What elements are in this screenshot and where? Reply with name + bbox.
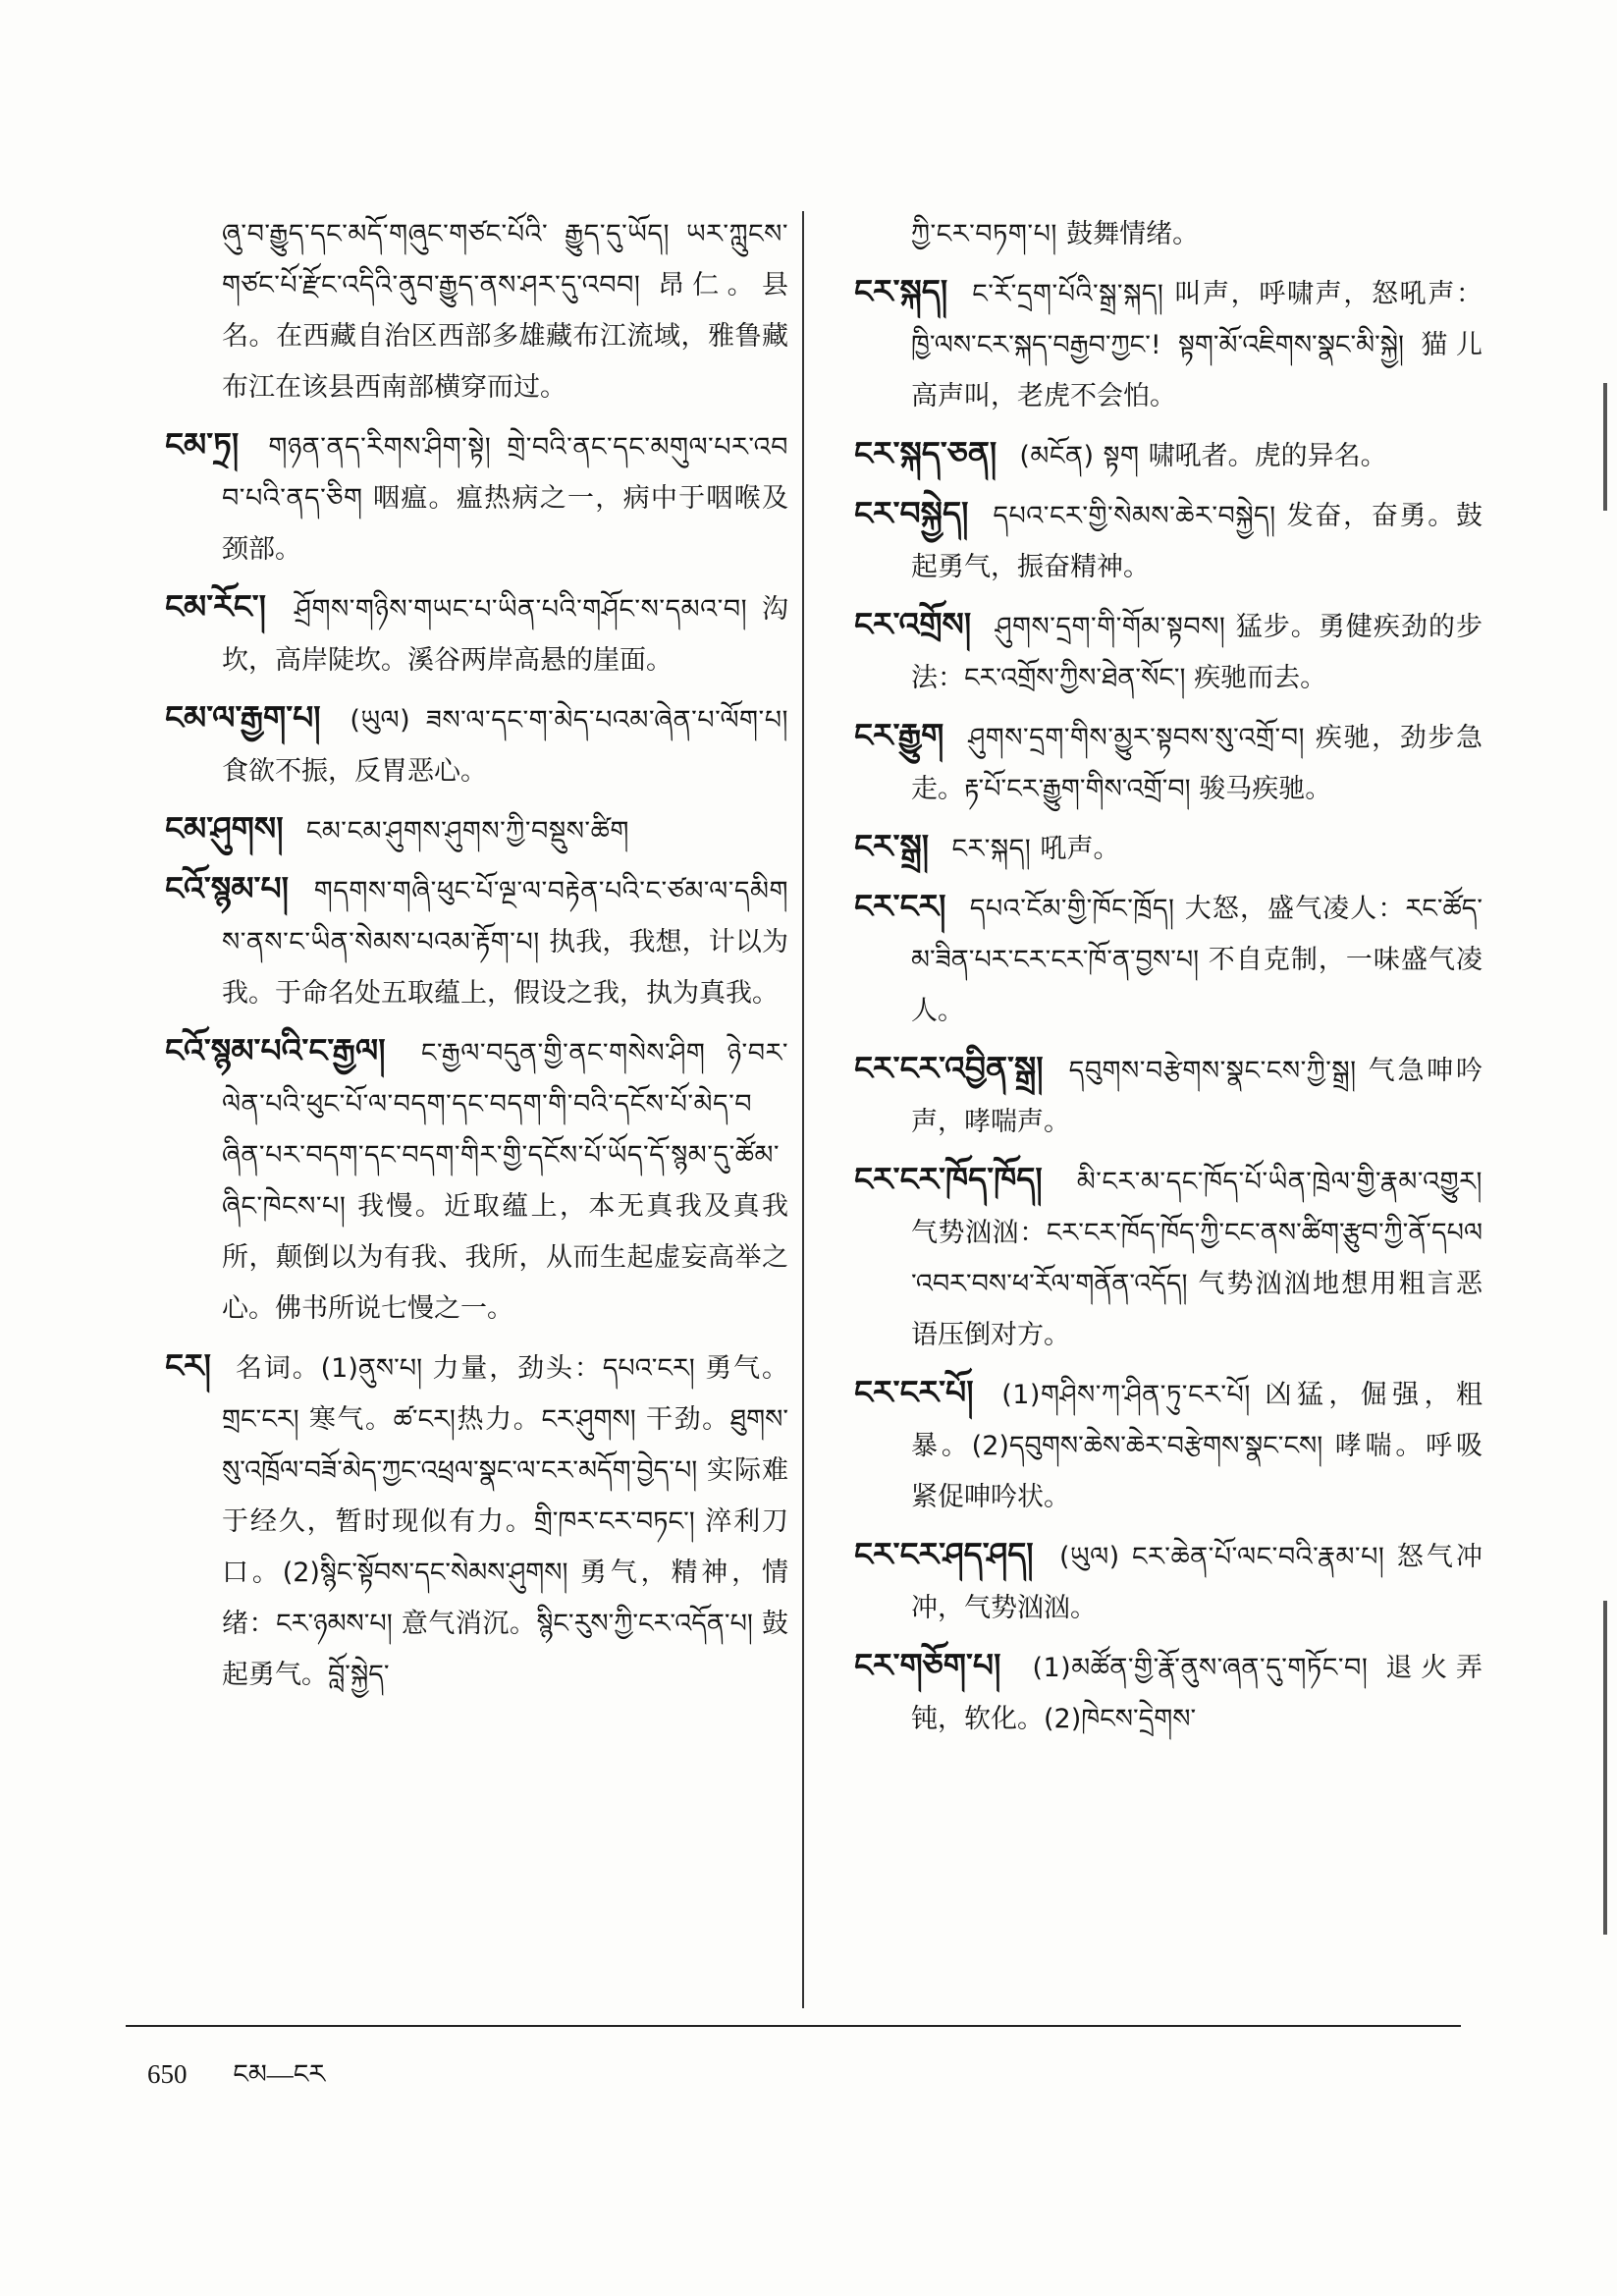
dictionary-entry xyxy=(854,489,1482,592)
entry-chinese-definition: 我慢。近取蕴上，本无真我及真我所，颠倒以为有我、我所，从而生起虚妄高举之心。佛书所说七慢之一。 xyxy=(222,1191,789,1324)
entry-chinese-definition: 叫声，呼啸声，怒吼声：ཁྱི་ལས་ངར་སྐད་བརྒྱབ་ཀྱང་! སྟག་མོ་འཇིགས་སྣང་མི་སྐྱེ། 猫儿高声叫，老虎不会怕。 xyxy=(911,279,1483,411)
entry-tibetan-definition: (ཡུལ) ཟས་ལ་དང་ག་མེད་པའམ་ཞེན་པ་ལོག་པ། xyxy=(350,705,788,736)
dictionary-entry xyxy=(854,1044,1482,1147)
entry-tibetan-definition: ང་རོ་དྲག་པོའི་སྒྲ་སྐད། xyxy=(972,279,1164,309)
entry-headword: ངམ་རོང་། xyxy=(165,587,266,626)
entry-tibetan-definition: (1)གཤིས་ཀ་ཤིན་ཏུ་ངར་པོ། xyxy=(1001,1380,1251,1410)
entry-chinese-definition: 执我，我想，计以为我。于命名处五取蕴上，假设之我，执为真我。 xyxy=(222,927,788,1009)
entry-tibetan-definition: དཔའ་ངར་གྱི་སེམས་ཆེར་བསྐྱེད། xyxy=(993,501,1276,531)
entry-chinese-definition: 鼓舞情绪。 xyxy=(1066,219,1200,249)
scan-edge-mark xyxy=(1603,383,1607,511)
entry-tibetan-definition: དཔའ་ངོམ་གྱི་ཁོང་ཁྲོད། xyxy=(969,894,1175,924)
entry-tibetan-definition: ང་རྒྱལ་བདུན་གྱི་ནང་གསེས་ཤིག ཉེ་བར་ལེན་པའི་ཕུང་པོ་ལ་བདག་དང་བདག་གི་བའི་དངོས་པོ་མེད་བཞིན་པར་བདག་དང་བདག་གིར་གྱི་དངོས་པོ་ཡོད་དོ་སྙམ་དུ་ཚོམ་ཞིང་ཁེངས་པ། xyxy=(222,1038,789,1222)
entry-tibetan-definition: གཉན་ནད་རིགས་ཤིག་སྟེ། གྲེ་བའི་ནང་དང་མགུལ་པར་འབབ་པའི་ནད་ཅིག xyxy=(222,432,788,514)
entry-tibetan-definition: དབུགས་བརྩེགས་སྣང་ངས་ཀྱི་སྒྲ། xyxy=(1068,1056,1357,1086)
entry-headword: ངར་བསྐྱེད། xyxy=(854,494,969,532)
entry-tibetan-definition: ངར་སྐད། xyxy=(951,834,1032,864)
entry-chinese-definition: 啸吼者。虎的异名。 xyxy=(1148,441,1387,471)
entry-headword: ངར་ངར་འབྱིན་སྒྲ། xyxy=(854,1049,1044,1087)
dictionary-entry xyxy=(165,1341,788,1700)
entry-chinese-definition: 名词。(1)ནུས་པ། 力量，劲头：དཔའ་ངར། 勇气。གྲང་ངར། 寒气。ཚ་ངར།热力。ངར་ཤུགས། 干劲。ཐུགས་སུ་འཁྲོལ་བཟོ་མེད་ཀྱང་འཕྲལ་སྣང་ལ་ངར་མདོག་བྱེད་པ། 实际难于经久，暂时现似有力。གྲི་ཁར་ངར་བཏང་། 淬利刀口。(2)སྙིང་སྟོབས་དང་སེམས་ཤུགས། 勇气，精神，情绪：ངར་ཉམས་པ། 意气消沉。སྙིང་རུས་ཀྱི་ངར་འདོན་པ། 鼓起勇气。བློ་སྐྱེད་ xyxy=(222,1353,788,1690)
entry-headword: ངར་ངར་ཤད་ཤད། xyxy=(854,1535,1034,1573)
entry-tibetan-definition: ཀྱི་ངར་བཏག་པ། xyxy=(911,219,1057,249)
left-column xyxy=(165,208,788,1708)
entry-headword: ངར་རྒྱུག xyxy=(854,716,944,754)
entry-tibetan-definition: མི་ངར་མ་དང་ཁོད་པོ་ཡིན་ཁྲེལ་གྱི་རྣམ་འགྱུར། xyxy=(1076,1167,1482,1197)
entry-headword: ངར་སྐད་ཅན། xyxy=(854,434,997,472)
entry-tibetan-definition: (1)མཚོན་གྱི་རྣོ་ནུས་ཞན་དུ་གཏོང་བ། xyxy=(1032,1653,1369,1683)
entry-headword: ངར། xyxy=(165,1346,211,1385)
entry-chinese-definition: 猛步。勇健疾劲的步法：ངར་འགྲོས་ཀྱིས་ཐེན་སོང་། 疾驰而去。 xyxy=(911,612,1483,693)
entry-chinese-definition: 吼声。 xyxy=(1040,834,1120,864)
dictionary-entry xyxy=(854,1368,1482,1522)
dictionary-entry xyxy=(165,420,788,574)
dictionary-entry xyxy=(854,208,1482,259)
entry-chinese-definition: 怒气冲冲，气势汹汹。 xyxy=(911,1542,1482,1623)
dictionary-entry xyxy=(854,1641,1482,1744)
dictionary-entry xyxy=(165,693,788,796)
entry-tibetan-definition: ཤུགས་དྲག་གི་གོམ་སྟབས། xyxy=(995,612,1226,642)
page-range: ངམ—ངར xyxy=(233,2059,326,2089)
entry-chinese-definition: 退火弄钝，软化。(2)ཁེངས་དྲེགས་ xyxy=(911,1653,1483,1734)
right-column xyxy=(854,208,1482,1752)
entry-chinese-definition: 发奋，奋勇。鼓起勇气，振奋精神。 xyxy=(911,501,1483,582)
dictionary-entry xyxy=(165,208,788,412)
entry-headword: ངམ་ལ་རྒྱག་པ། xyxy=(165,698,321,737)
dictionary-entry xyxy=(854,882,1482,1036)
dictionary-entry xyxy=(854,1155,1482,1360)
entry-tibetan-definition: ངམ་ངམ་ཤུགས་ཤུགས་ཀྱི་བསྡུས་ཚིག xyxy=(305,816,629,847)
entry-headword: ངར་ངར། xyxy=(854,887,946,925)
dictionary-entry xyxy=(854,267,1482,421)
entry-tibetan-definition: (མངོན) སྟག xyxy=(1019,441,1140,471)
entry-headword: ངར་འགྲོས། xyxy=(854,605,972,643)
entry-chinese-definition: 气势汹汹：ངར་ངར་ཁོད་ཁོད་ཀྱི་ངང་ནས་ཚིག་རྩུབ་ཀྱི་ནོ་དཔལ་འབར་བས་ཕ་རོལ་གནོན་འདོད། 气势汹汹地想用粗言恶语压倒对方。 xyxy=(911,1218,1482,1350)
entry-chinese-definition: 疾驰，劲步急走。རྟ་པོ་ངར་རྒྱུག་གིས་འགྲོ་བ། 骏马疾驰。 xyxy=(911,723,1483,804)
entry-headword: ངར་སྐད། xyxy=(854,272,948,310)
entry-headword: ངར་ངར་ཁོད་ཁོད། xyxy=(854,1160,1043,1198)
entry-tibetan-definition: (ཡུལ) ངར་ཆེན་པོ་ལང་བའི་རྣམ་པ། xyxy=(1058,1542,1385,1572)
footer-rule xyxy=(126,2025,1461,2027)
entry-headword: ངམ་ཤུགས། xyxy=(165,809,284,847)
entry-chinese-definition: 气急呻吟声，哮喘声。 xyxy=(911,1056,1483,1137)
scan-edge-mark xyxy=(1603,1601,1607,1935)
dictionary-entry xyxy=(854,822,1482,874)
entry-chinese-definition: 咽瘟。瘟热病之一，病中于咽喉及颈部。 xyxy=(222,483,789,565)
dictionary-entry xyxy=(165,582,788,685)
entry-tibetan-definition: གདགས་གཞི་ཕུང་པོ་ལྔ་ལ་བརྟེན་པའི་ང་ཙམ་ལ་དམིགས་ནས་ང་ཡིན་སེམས་པའམ་རྟོག་པ། xyxy=(222,876,788,957)
dictionary-entry xyxy=(165,1026,788,1334)
entry-headword: ངའོ་སྙམ་པ། xyxy=(165,869,289,907)
entry-chinese-definition: 大怒，盛气凌人：རང་ཚོད་མ་ཟིན་པར་ངར་ངར་ཁོ་ན་བྱས་པ། 不自克制，一味盛气凌人。 xyxy=(911,894,1483,1026)
entry-chinese-definition: 昂仁。县名。在西藏自治区西部多雄藏布江流域，雅鲁藏布江在该县西南部横穿而过。 xyxy=(222,270,789,403)
entry-headword: ངར་གཅོག་པ། xyxy=(854,1646,1001,1684)
entry-chinese-definition: 沟坎，高岸陡坎。溪谷两岸高悬的崖面。 xyxy=(222,594,788,676)
entry-headword: ངམ་ཏྲ། xyxy=(165,425,240,464)
dictionary-entry xyxy=(854,600,1482,703)
entry-chinese-definition: 凶猛，倔强，粗暴。(2)དབུགས་ཆེས་ཆེར་བརྩེགས་སྣང་ངས། 哮喘。呼吸紧促呻吟状。 xyxy=(911,1380,1483,1512)
entry-tibetan-definition: ཞུ་བ་རྒྱུད་དང་མདོ་གཞུང་གཙང་པོའི་ རྒྱུད་དུ་ཡོད། ཡར་ཀླུངས་གཙང་པོ་རྫོང་འདིའི་ནུབ་རྒྱུད་ནས་ཤར་དུ་འབབ། xyxy=(222,219,788,301)
page-footer xyxy=(147,2045,325,2119)
column-separator xyxy=(802,211,804,2008)
entry-headword: ངར་ངར་པོ། xyxy=(854,1373,974,1411)
entry-headword: ངའོ་སྙམ་པའི་ང་རྒྱལ། xyxy=(165,1031,386,1069)
dictionary-entry xyxy=(854,711,1482,814)
dictionary-entry xyxy=(165,804,788,856)
dictionary-entry xyxy=(854,1530,1482,1633)
entry-chinese-definition: 食欲不振，反胃恶心。 xyxy=(222,756,487,787)
entry-headword: ངར་སྒྲ། xyxy=(854,827,930,865)
dictionary-entry xyxy=(165,864,788,1018)
entry-tibetan-definition: ཤུགས་དྲག་གིས་མྱུར་སྟབས་སུ་འགྲོ་བ། xyxy=(968,723,1305,753)
page-number: 650 xyxy=(147,2059,188,2089)
entry-tibetan-definition: ཤྲོགས་གཉིས་གཡང་པ་ཡིན་པའི་གཤོང་ས་དམའ་བ། xyxy=(294,594,748,625)
dictionary-entry xyxy=(854,429,1482,481)
